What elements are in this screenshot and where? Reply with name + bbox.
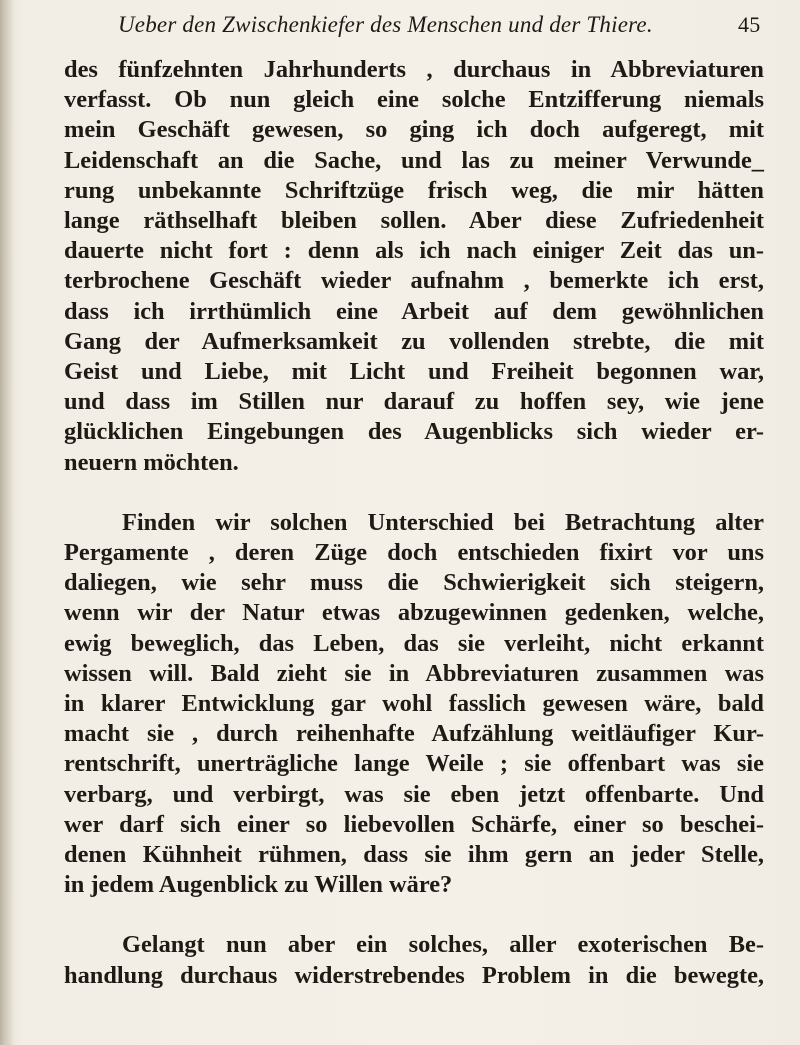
text-line: dass ich irrthümlich eine Arbeit auf dem gewöhnlichen [64,297,764,325]
text-line: macht sie , durch reihenhafte Aufzählung weitläufiger Kur- [64,720,764,748]
text-line: verbarg, und verbirgt, was sie eben jetzt offenbarte. Und [64,780,764,808]
text-line: glücklichen Eingebungen des Augenblicks sich wieder er- [64,418,764,446]
text-line: ewig beweglich, das Leben, das sie verleiht, nicht erkannt [64,629,764,657]
text-line: handlung durchaus widerstrebendes Problem in die bewegte, [64,961,764,989]
text-line: verfasst. Ob nun gleich eine solche Entzifferung niemals [64,86,764,114]
text-line: rung unbekannte Schriftzüge frisch weg, die mir hätten [64,176,764,204]
body-text [64,55,764,991]
text-line: neuern möchten. [64,448,239,476]
text-line: lange räthselhaft bleiben sollen. Aber diese Zufriedenheit [64,207,764,235]
text-line: Gelangt nun aber ein solches, aller exoterischen Be- [122,931,764,959]
running-header [118,12,761,42]
text-line: wenn wir der Natur etwas abzugewinnen gedenken, welche, [64,599,764,627]
text-line: Geist und Liebe, mit Licht und Freiheit begonnen war, [64,358,764,386]
page-gutter-shadow [0,0,14,1045]
paragraph-1 [64,55,764,478]
text-line: und dass im Stillen nur darauf zu hoffen sey, wie jene [64,388,764,416]
running-title: Ueber den Zwischenkiefer des Menschen und der Thiere. [118,12,653,37]
text-line: wissen will. Bald zieht sie in Abbreviaturen zusammen was [64,659,764,687]
text-line: des fünfzehnten Jahrhunderts , durchaus in Abbreviaturen [64,56,764,83]
text-line: denen Kühnheit rühmen, dass sie ihm gern an jeder Stelle, [64,841,764,869]
paragraph-2 [64,508,764,901]
text-line: Gang der Aufmerksamkeit zu vollenden strebte, die mit [64,327,764,355]
text-line: Pergamente , deren Züge doch entschieden fixirt vor uns [64,539,764,567]
text-line: Finden wir solchen Unterschied bei Betrachtung alter [122,508,764,536]
text-line: wer darf sich einer so liebevollen Schärfe, einer so beschei- [64,810,764,838]
text-line: daliegen, wie sehr muss die Schwierigkeit sich steigern, [64,569,764,597]
text-line: mein Geschäft gewesen, so ging ich doch aufgeregt, mit [64,116,764,144]
text-line: in jedem Augenblick zu Willen wäre? [64,871,453,899]
text-line: Leidenschaft an die Sache, und las zu meiner Verwunde_ [64,146,764,174]
text-line: terbrochene Geschäft wieder aufnahm , bemerkte ich erst, [64,267,764,295]
page-number: 45 [738,12,761,37]
text-line: rentschrift, unerträgliche lange Weile ; sie offenbart was sie [64,750,764,778]
text-line: dauerte nicht fort : denn als ich nach einiger Zeit das un- [64,237,764,265]
text-line: in klarer Entwicklung gar wohl fasslich gewesen wäre, bald [64,690,764,718]
paragraph-3 [64,930,764,990]
